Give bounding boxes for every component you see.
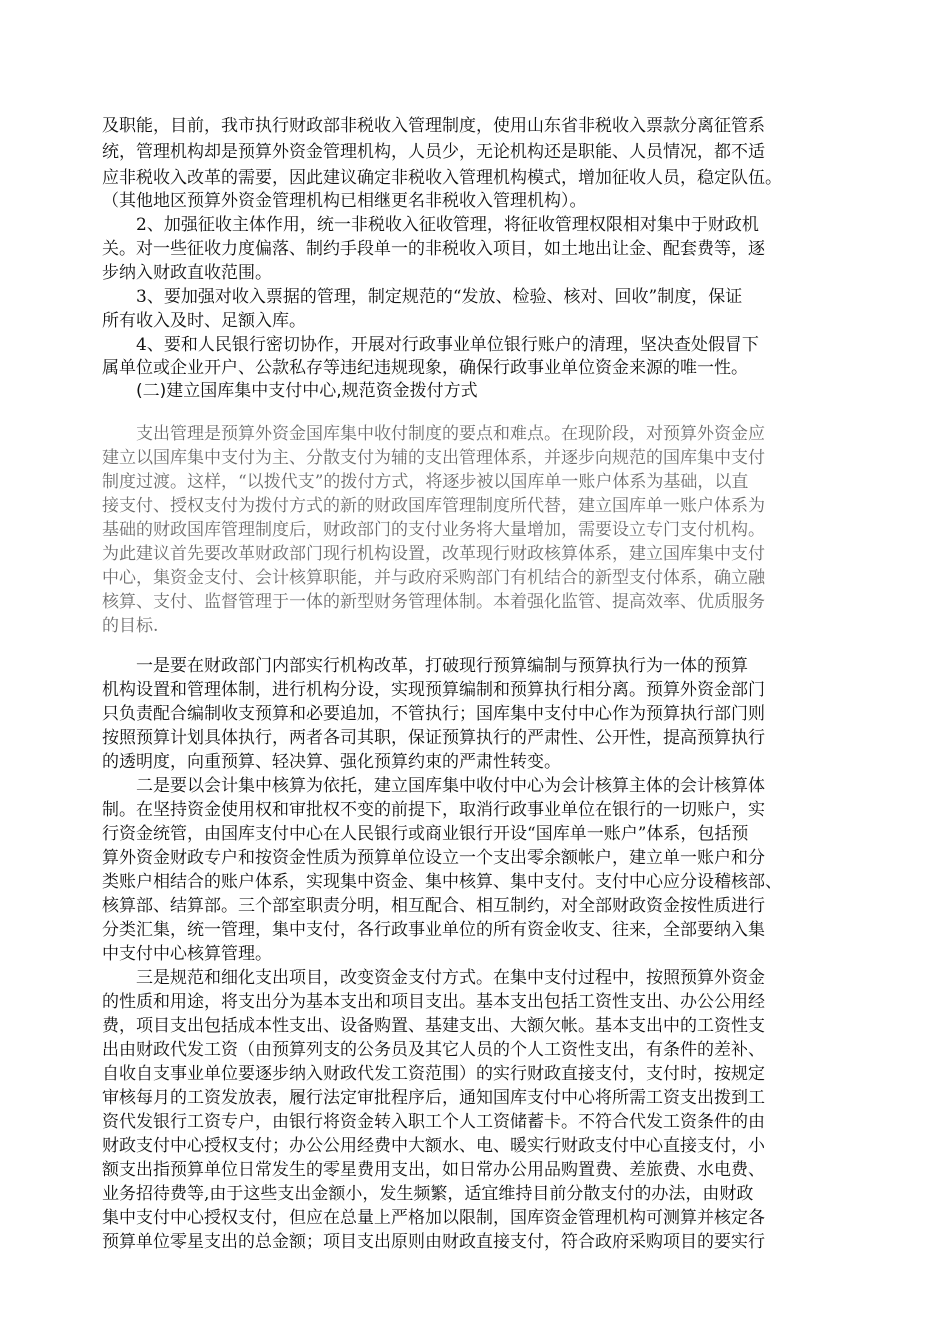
body-line: 一是要在财政部门内部实行机构改革，打破现行预算编制与预算执行为一体的预算: [102, 656, 748, 676]
body-line: 审核每月的工资发放表，履行法定审批程序后，通知国库支付中心将所需工资支出拨到工: [102, 1088, 765, 1108]
body-line: 二是要以会计集中核算为依托，建立国库集中收付中心为会计核算主体的会计核算体: [102, 776, 765, 796]
body-line: 属单位或企业开户、公款私存等违纪违规现象，确保行政事业单位资金来源的唯一性。: [102, 358, 748, 378]
body-line: 关。对一些征收力度偏落、制约手段单一的非税收入项目，如土地出让金、配套费等，逐: [102, 239, 765, 259]
body-line: 额支出指预算单位日常发生的零星费用支出，如日常办公用品购置费、差旅费、水电费、: [102, 1160, 765, 1180]
body-line: 机构设置和管理体制，进行机构分设，实现预算编制和预算执行相分离。预算外资金部门: [102, 680, 765, 700]
gray-line: 为此建议首先要改革财政部门现行机构设置，改革现行财政核算体系，建立国库集中支付: [102, 544, 765, 564]
body-line: 统，管理机构却是预算外资金管理机构，人员少，无论机构还是职能、人员情况，都不适: [102, 142, 765, 162]
body-line: 三是规范和细化支出项目，改变资金支付方式。在集中支付过程中，按照预算外资金: [102, 968, 765, 988]
body-line: 及职能，目前，我市执行财政部非税收入管理制度，使用山东省非税收入票款分离征管系: [102, 116, 765, 136]
body-line: 出由财政代发工资（由预算列支的公务员及其它人员的个人工资性支出，有条件的差补、: [102, 1040, 765, 1060]
body-line: 分类汇集，统一管理，集中支付，各行政事业单位的所有资金收支、往来，全部要纳入集: [102, 920, 765, 940]
body-line: 财政支付中心授权支付；办公公用经费中大额水、电、暖实行财政支付中心直接支付，小: [102, 1136, 765, 1156]
body-line: 2、加强征收主体作用，统一非税收入征收管理，将征收管理权限相对集中于财政机: [102, 215, 759, 235]
section-heading: (二)建立国库集中支付中心,规范资金拨付方式: [102, 381, 478, 401]
body-line: 3、要加强对收入票据的管理，制定规范的“发放、检验、核对、回收”制度，保证: [102, 287, 743, 307]
body-line: 类账户相结合的账户体系，实现集中资金、集中核算、集中支付。支付中心应分设稽核部、: [102, 872, 782, 892]
body-line: 制。在坚持资金使用权和审批权不变的前提下，取消行政事业单位在银行的一切账户，实: [102, 800, 765, 820]
gray-line: 核算、支付、监督管理于一体的新型财务管理体制。本着强化监管、提高效率、优质服务: [102, 592, 765, 612]
body-line: 4、要和人民银行密切协作，开展对行政事业单位银行账户的清理，坚决查处假冒下: [102, 335, 759, 355]
body-line: （其他地区预算外资金管理机构已相继更名非税收入管理机构）。: [102, 191, 587, 211]
body-line: 中支付中心核算管理。: [102, 944, 272, 964]
body-line: 资代发银行工资专户，由银行将资金转入职工个人工资储蓄卡。不符合代发工资条件的由: [102, 1112, 765, 1132]
body-line: 集中支付中心授权支付，但应在总量上严格加以限制，国库资金管理机构可测算并核定各: [102, 1208, 765, 1228]
gray-line: 接支付、授权支付为拨付方式的新的财政国库管理制度所代替，建立国库单一账户体系为: [102, 496, 765, 516]
gray-line: 支出管理是预算外资金国库集中收付制度的要点和难点。在现阶段，对预算外资金应: [102, 424, 765, 444]
body-line: 核算部、结算部。三个部室职责分明，相互配合、相互制约，对全部财政资金按性质进行: [102, 896, 765, 916]
body-line: 费，项目支出包括成本性支出、设备购置、基建支出、大额欠帐。基本支出中的工资性支: [102, 1016, 765, 1036]
body-line: 的性质和用途，将支出分为基本支出和项目支出。基本支出包括工资性支出、办公公用经: [102, 992, 765, 1012]
body-line: 步纳入财政直收范围。: [102, 263, 272, 283]
body-line: 预算单位零星支出的总金额；项目支出原则由财政直接支付，符合政府采购项目的要实行: [102, 1232, 765, 1252]
gray-line: 中心，集资金支付、会计核算职能，并与政府采购部门有机结合的新型支付体系，确立融: [102, 568, 765, 588]
body-line: 算外资金财政专户和按资金性质为预算单位设立一个支出零余额帐户，建立单一账户和分: [102, 848, 765, 868]
gray-line: 建立以国库集中支付为主、分散支付为辅的支出管理体系，并逐步向规范的国库集中支付: [102, 448, 765, 468]
body-line: 应非税收入改革的需要，因此建议确定非税收入管理机构模式，增加征收人员，稳定队伍。: [102, 168, 782, 188]
body-line: 所有收入及时、足额入库。: [102, 311, 306, 331]
gray-line: 的目标.: [102, 616, 159, 636]
gray-line: 基础的财政国库管理制度后，财政部门的支付业务将大量增加，需要设立专门支付机构。: [102, 520, 765, 540]
body-line: 的透明度，向重预算、轻决算、强化预算约束的严肃性转变。: [102, 752, 561, 772]
body-line: 业务招待费等,由于这些支出金额小，发生频繁，适宜维持目前分散支付的办法，由财政: [102, 1184, 754, 1204]
gray-line: 制度过渡。这样，“以拨代支”的拨付方式，将逐步被以国库单一账户体系为基础，以直: [102, 472, 749, 492]
body-line: 行资金统管，由国库支付中心在人民银行或商业银行开设“国库单一账户”体系，包括预: [102, 824, 749, 844]
body-line: 按照预算计划具体执行，两者各司其职，保证预算执行的严肃性、公开性，提高预算执行: [102, 728, 765, 748]
body-line: 自收自支事业单位要逐步纳入财政代发工资范围）的实行财政直接支付，支付时，按规定: [102, 1064, 765, 1084]
body-line: 只负责配合编制收支预算和必要追加，不管执行；国库集中支付中心作为预算执行部门则: [102, 704, 765, 724]
